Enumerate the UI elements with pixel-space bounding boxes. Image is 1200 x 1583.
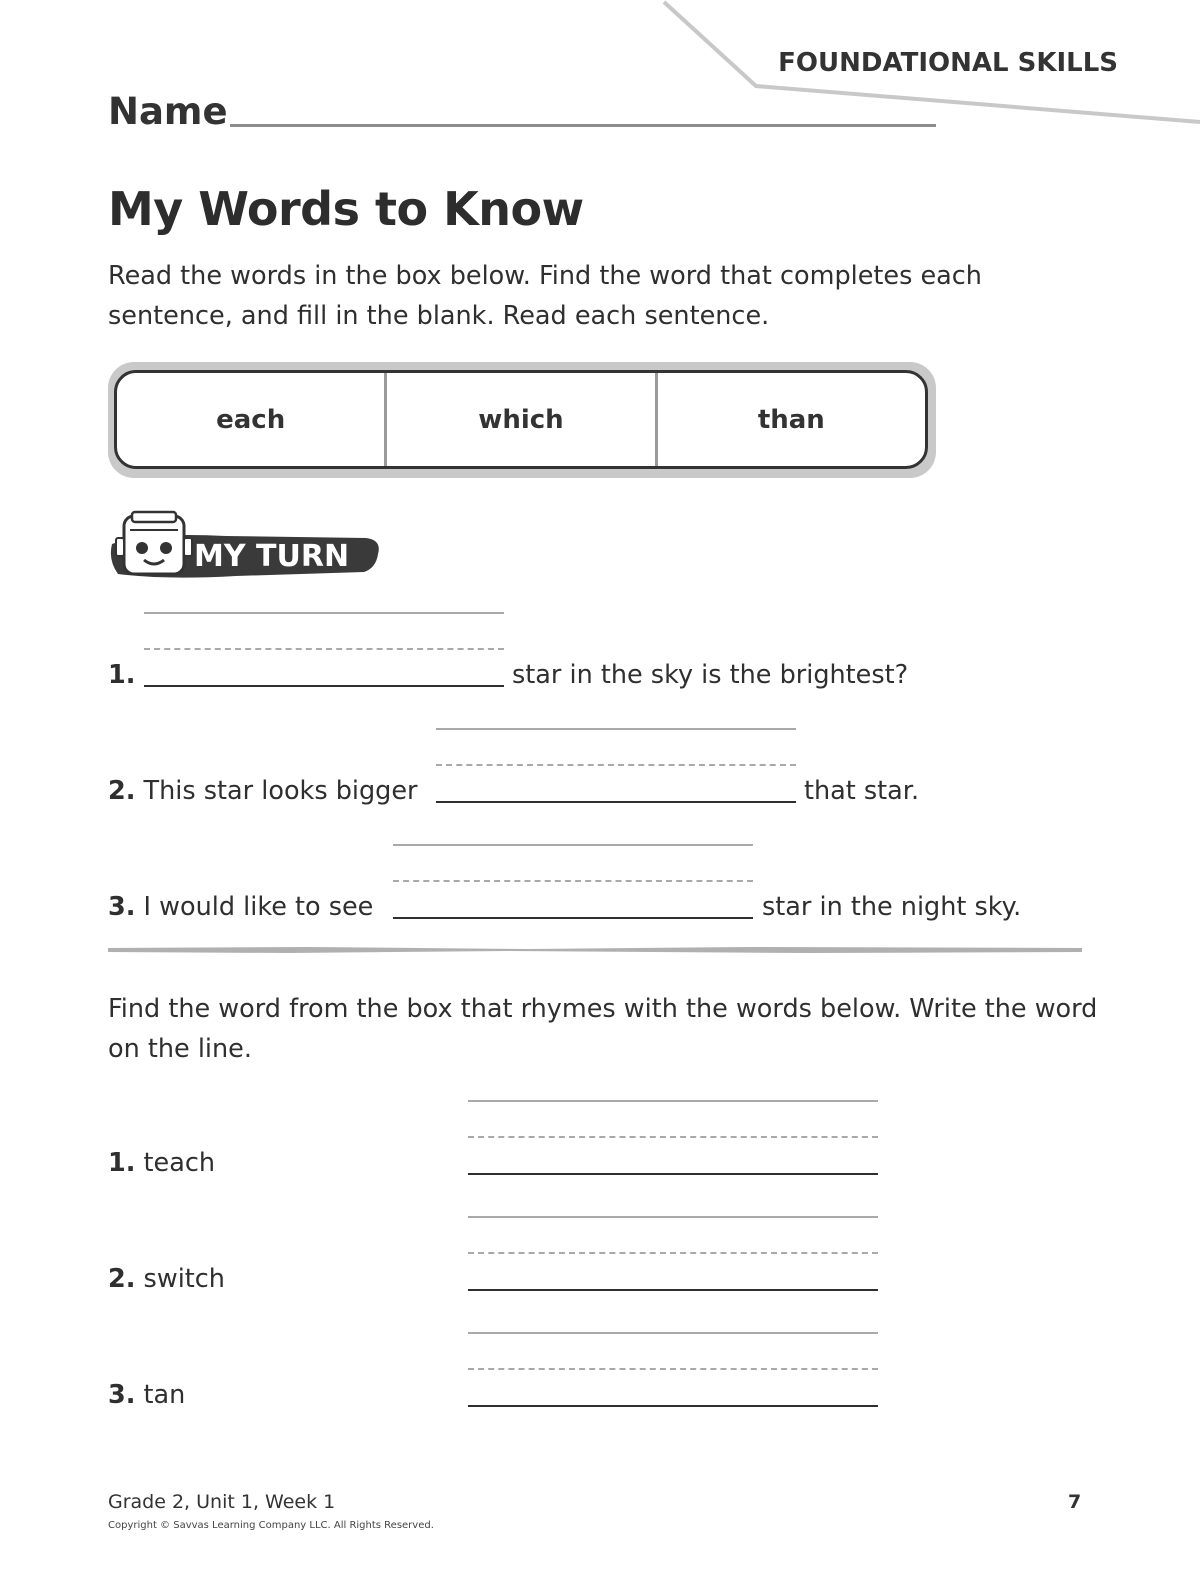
rhyme-3-word: 3. tan xyxy=(108,1380,186,1410)
sentence-1-number: 1. xyxy=(108,660,136,690)
sentence-1-after: star in the sky is the brightest? xyxy=(512,660,909,690)
rhyme-2-word: 2. switch xyxy=(108,1264,225,1294)
sentence-3-after: star in the night sky. xyxy=(762,892,1022,922)
name-label: Name xyxy=(108,90,228,133)
sentence-3-blank[interactable] xyxy=(393,917,753,919)
footer-copyright: Copyright © Savvas Learning Company LLC. All Rights Reserved. xyxy=(108,1520,434,1531)
page-title: My Words to Know xyxy=(108,182,584,236)
sentence-2-after: that star. xyxy=(804,776,920,806)
my-turn-label: MY TURN xyxy=(194,539,350,574)
sentence-3-before: 3. I would like to see xyxy=(108,892,374,922)
rhyme-2-answer-line[interactable] xyxy=(468,1289,878,1291)
footer-grade-info: Grade 2, Unit 1, Week 1 xyxy=(108,1491,336,1513)
sentence-2-blank[interactable] xyxy=(436,801,796,803)
instructions-fill-blank: Read the words in the box below. Find the word that completes each sentence, and fill in the blank. Read each sentence. xyxy=(108,261,982,331)
sentence-1-blank[interactable] xyxy=(144,685,504,687)
word-box-word: than xyxy=(757,404,825,435)
instructions-rhyme: Find the word from the box that rhymes with the words below. Write the word on the line. xyxy=(108,994,1098,1064)
rhyme-1-word: 1. teach xyxy=(108,1148,216,1178)
name-write-line[interactable] xyxy=(230,124,936,127)
rhyme-3-answer-line[interactable] xyxy=(468,1405,878,1407)
robot-mascot-icon xyxy=(116,512,192,574)
rhyme-1-answer-line[interactable] xyxy=(468,1173,878,1175)
sentence-2-before: 2. This star looks bigger xyxy=(108,776,418,806)
page-number: 7 xyxy=(1068,1491,1082,1513)
word-box xyxy=(108,362,936,478)
word-box-word: each xyxy=(117,373,387,466)
section-label: FOUNDATIONAL SKILLS xyxy=(778,48,1118,78)
my-turn-badge xyxy=(106,510,386,590)
word-box-word: which xyxy=(387,373,657,466)
section-divider xyxy=(108,944,1082,954)
